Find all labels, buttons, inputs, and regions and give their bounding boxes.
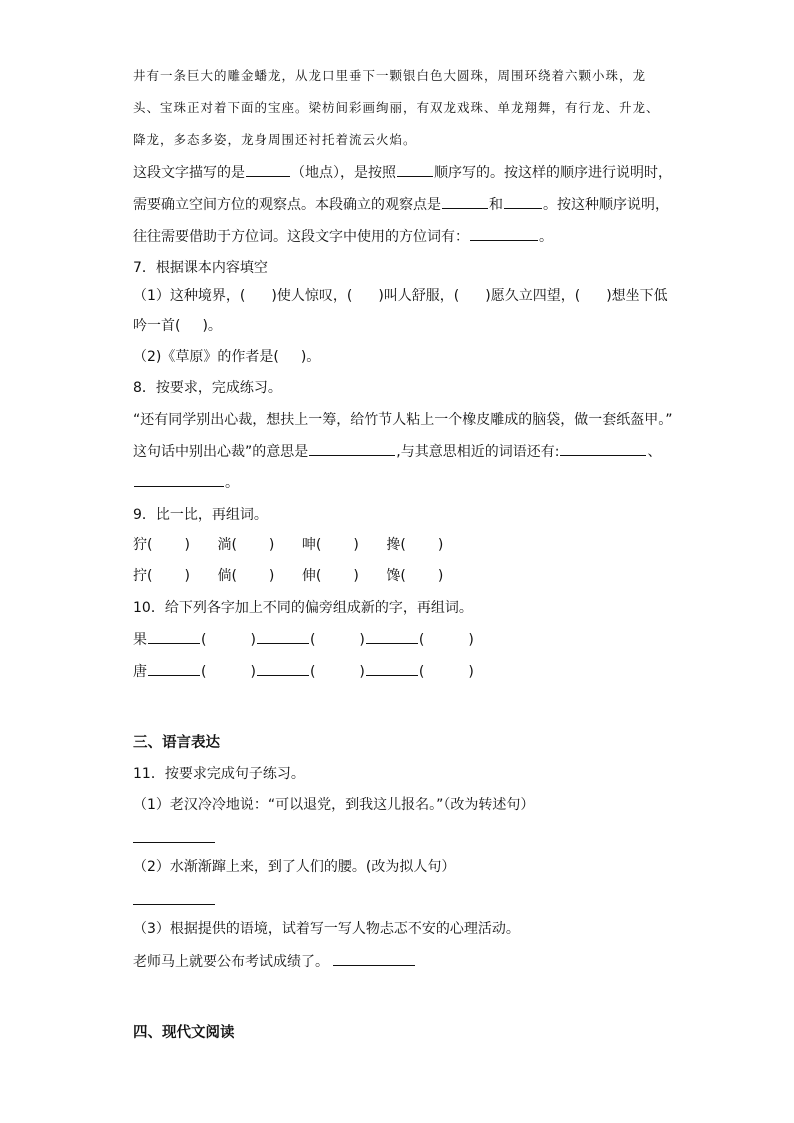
text: 吟一首(: [133, 318, 181, 334]
base-char: 唐: [133, 664, 147, 680]
paren-close: ): [268, 537, 275, 553]
char-pair-cell: [386, 535, 466, 555]
paren-close: ): [184, 537, 190, 553]
section-3-heading: 三、语言表达: [133, 735, 220, 751]
question-9-row-2: [133, 566, 466, 586]
text: 需要确立空间方位的观察点。本段确立的观察点是: [133, 197, 441, 213]
char-open: 狞(: [133, 537, 153, 553]
answer-blank-synonym-1[interactable]: [560, 441, 646, 456]
question-8-quote: “还有同学别出心裁，想扶上一筹，给竹节人粘上一个橡皮雕成的脑袋，做一套纸盔甲。”: [133, 412, 673, 428]
answer-blank-viewpoint-2[interactable]: [504, 194, 542, 209]
text: )想坐下低: [606, 288, 668, 304]
question-11-part-3: （3）根据提供的语境，试着写一写人物忐忑不安的心理活动。: [133, 921, 520, 937]
question-10-row-2: [133, 661, 474, 682]
answer-blank-order[interactable]: [397, 162, 433, 177]
text: （1）这种境界，(: [133, 288, 246, 304]
passage-line-1: 井有一条巨大的雕金蟠龙，从龙口里垂下一颗银白色大圆珠，周围环绕着六颗小珠，龙: [133, 68, 647, 83]
paren-close: ): [353, 568, 359, 584]
paren-close: ): [250, 664, 256, 680]
passage-line-2: 头、宝珠正对着下面的宝座。梁枋间彩画绚丽，有双龙戏珠、单龙翔舞，有行龙、升龙、: [133, 100, 660, 115]
paren-close: ): [437, 568, 444, 584]
question-7-part-2: [133, 347, 320, 367]
char-pair-cell: [133, 566, 213, 586]
text: )。: [202, 318, 222, 334]
char-pair-cell: [302, 566, 382, 586]
paren-close: ): [468, 664, 474, 680]
paren-close: ): [250, 632, 256, 648]
question-11-title: 11．按要求完成句子练习。: [133, 766, 305, 782]
paren-close: ): [184, 568, 190, 584]
char-pair-cell: [217, 566, 297, 586]
paren-open: (: [309, 664, 316, 680]
passage-question-line-2: [133, 194, 669, 215]
question-8-line-3: [133, 472, 239, 493]
char-pair-cell: [386, 566, 466, 586]
paren-close: ): [268, 568, 275, 584]
text: 这句话中别出心裁”的意思是: [133, 444, 309, 460]
question-11-part-2: （2）水渐渐蹿上来，到了人们的腰。(改为拟人句）: [133, 859, 456, 875]
question-9-title: 9．比一比，再组词。: [133, 507, 268, 523]
answer-blank-new-char[interactable]: [148, 629, 200, 644]
text: 这段文字描写的是: [133, 165, 245, 181]
paren-open: (: [309, 632, 316, 648]
paren-close: ): [437, 537, 444, 553]
text: 顺序写的。按这样的顺序进行说明时，: [434, 165, 672, 181]
base-char: 果: [133, 632, 147, 648]
question-7-part-1: [133, 286, 668, 306]
answer-blank-part-3[interactable]: [333, 951, 415, 966]
paren-close: ): [359, 632, 365, 648]
answer-blank-meaning[interactable]: [309, 441, 395, 456]
text: )愿久立四望，(: [485, 288, 581, 304]
question-8-line-2: [133, 441, 661, 462]
char-open: 淌(: [217, 537, 237, 553]
char-pair-cell: [133, 535, 213, 555]
text: 、: [647, 444, 662, 460]
paren-close: ): [468, 632, 474, 648]
text: )使人惊叹，(: [271, 288, 353, 304]
text: )叫人舒服，(: [378, 288, 460, 304]
question-7-title: 7．根据课本内容填空: [133, 260, 268, 276]
answer-blank-new-char[interactable]: [257, 629, 309, 644]
text: （地点），是按照: [291, 165, 396, 181]
text: 。: [539, 229, 553, 245]
answer-blank-new-char[interactable]: [366, 661, 418, 676]
char-open: 伸(: [301, 568, 322, 584]
answer-blank-location[interactable]: [246, 162, 290, 177]
answer-blank-direction-words[interactable]: [470, 226, 538, 241]
paren-close: ): [353, 537, 359, 553]
text: 。: [225, 475, 239, 491]
section-4-heading: 四、现代文阅读: [133, 1025, 235, 1041]
paren-close: ): [359, 664, 365, 680]
char-open: 倘(: [217, 568, 237, 584]
question-8-title: 8．按要求，完成练习。: [133, 380, 282, 396]
text: 和: [489, 197, 503, 213]
question-10-title: 10．给下列各字加上不同的偏旁组成新的字，再组词。: [133, 600, 473, 616]
text: 老师马上就要公布考试成绩了。: [133, 954, 329, 970]
char-pair-cell: [302, 535, 382, 555]
question-11-part-1: （1）老汉冷冷地说：“可以退党，到我这儿报名。”（改为转述句）: [133, 797, 535, 813]
answer-blank-viewpoint-1[interactable]: [442, 194, 488, 209]
text: 。按这种顺序说明，: [543, 197, 669, 213]
passage-question-line-3: [133, 226, 553, 247]
answer-blank-new-char[interactable]: [366, 629, 418, 644]
text: （2)《草原》的作者是(: [133, 349, 279, 365]
answer-blank-new-char[interactable]: [148, 661, 200, 676]
paren-open: (: [418, 632, 425, 648]
answer-line-part-2[interactable]: [133, 904, 215, 905]
answer-blank-new-char[interactable]: [257, 661, 309, 676]
char-open: 馋(: [386, 568, 406, 584]
answer-blank-synonym-2[interactable]: [134, 472, 224, 487]
paren-open: (: [201, 664, 207, 680]
char-open: 搀(: [386, 537, 406, 553]
answer-line-part-1[interactable]: [133, 842, 215, 843]
question-11-part-3-context: [133, 951, 416, 972]
passage-line-3: 降龙，多态多姿，龙身周围还衬托着流云火焰。: [133, 132, 417, 147]
question-9-row-1: [133, 535, 466, 555]
question-7-part-1-cont: [133, 316, 222, 336]
question-10-row-1: [133, 629, 474, 650]
text: )。: [300, 349, 321, 365]
char-open: 呻(: [301, 537, 322, 553]
passage-question-line-1: [133, 162, 672, 183]
paren-open: (: [201, 632, 207, 648]
text: ,与其意思相近的词语还有:: [396, 444, 560, 460]
char-pair-cell: [217, 535, 297, 555]
paren-open: (: [418, 664, 425, 680]
text: 往往需要借助于方位词。这段文字中使用的方位词有：: [133, 229, 469, 245]
char-open: 拧(: [133, 568, 153, 584]
